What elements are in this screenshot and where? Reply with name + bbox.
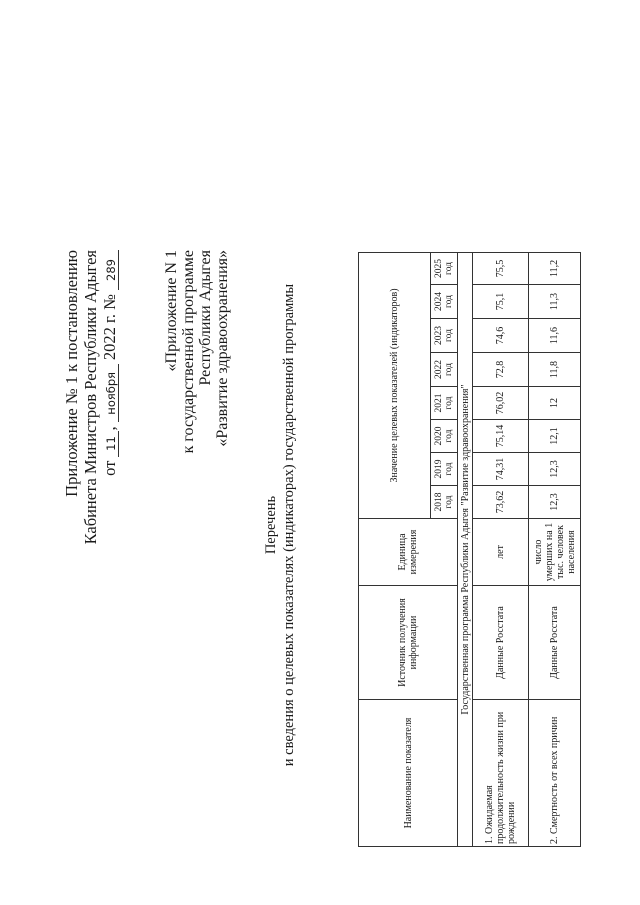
year-2021: 2021 год — [431, 387, 458, 420]
row-2-value-2021: 12 — [529, 387, 581, 420]
appendix-line-4: «Развитие здравоохранения» — [214, 250, 231, 447]
row-2-name: 2. Смертность от всех причин — [529, 700, 581, 847]
row-1-value-2022: 72,8 — [473, 353, 529, 387]
year-2020: 2020 год — [431, 420, 458, 453]
title-line-2: и сведения о целевых показателях (индикаторах) государственной программы — [281, 283, 297, 767]
appendix-line-1: «Приложение N 1 — [163, 250, 180, 372]
resolution-header — [62, 250, 119, 544]
header-line-1: Приложение № 1 к постановлению — [62, 250, 81, 497]
row-1-name: 1. Ожидаемая продолжительность жизни при рождении — [473, 700, 529, 847]
appendix-line-2: к государственной программе — [180, 250, 197, 454]
row-2-value-2025: 11,2 — [529, 252, 581, 284]
indicators-table — [358, 252, 581, 847]
row-2-value-2024: 11,3 — [529, 285, 581, 319]
row-1-unit: лет — [473, 519, 529, 586]
header-values-group: Значение целевых показателей (индикаторов) — [359, 252, 431, 518]
header-from: от — [100, 460, 119, 476]
row-1-value-2019: 74,31 — [473, 453, 529, 486]
year-2019: 2019 год — [431, 453, 458, 486]
row-1-value-2021: 76,02 — [473, 387, 529, 420]
year-2018: 2018 год — [431, 486, 458, 519]
year-2023: 2023 год — [431, 319, 458, 353]
year-2022: 2022 год — [431, 353, 458, 387]
row-2-source: Данные Росстата — [529, 586, 581, 700]
header-line-2: Кабинета Министров Республики Адыгея — [81, 250, 100, 545]
header-date-line: от 11, ноября 2022 г. № 289 — [100, 250, 119, 544]
row-1-value-2023: 74,6 — [473, 319, 529, 353]
header-source: Источник получения информации — [359, 586, 458, 700]
row-1-value-2025: 75,5 — [473, 252, 529, 284]
row-1-value-2018: 73,62 — [473, 486, 529, 519]
header-number: 289 — [104, 250, 119, 290]
row-2-value-2019: 12,3 — [529, 453, 581, 486]
row-2-value-2018: 12,3 — [529, 486, 581, 519]
appendix-block — [163, 250, 231, 453]
document-title — [262, 235, 298, 815]
table-row — [529, 252, 581, 846]
header-day: 11 — [104, 431, 119, 457]
row-1-value-2024: 75,1 — [473, 285, 529, 319]
title-line-1: Перечень — [263, 495, 279, 555]
row-1-value-2020: 75,14 — [473, 420, 529, 453]
row-2-value-2023: 11,6 — [529, 319, 581, 353]
header-unit: Единица измерения — [359, 519, 458, 586]
header-year: 2022 г. № — [100, 294, 119, 361]
program-title: Государственная программа Республики Адыгея "Развитие здравоохранения" — [458, 252, 473, 846]
row-2-unit: число умерших на 1 тыс. человек населения — [529, 519, 581, 586]
row-2-value-2020: 12,1 — [529, 420, 581, 453]
table-program-row — [458, 252, 473, 846]
table-header-row — [359, 252, 431, 846]
row-2-value-2022: 11,8 — [529, 353, 581, 387]
year-2024: 2024 год — [431, 285, 458, 319]
appendix-line-3: Республики Адыгея — [197, 250, 214, 386]
header-month: ноября — [104, 364, 119, 422]
row-1-source: Данные Росстата — [473, 586, 529, 700]
table-row — [473, 252, 529, 846]
header-name: Наименование показателя — [359, 700, 458, 847]
year-2025: 2025 год — [431, 252, 458, 284]
